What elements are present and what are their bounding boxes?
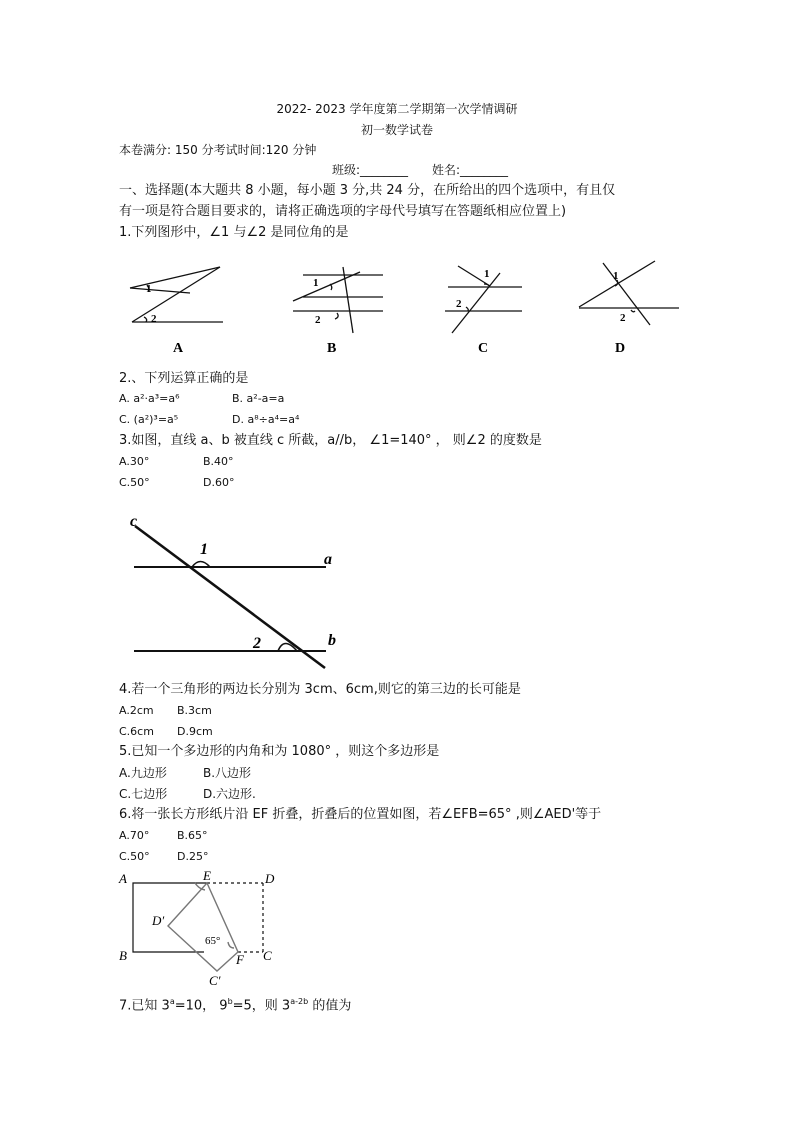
q3-option-b: B.40° bbox=[203, 455, 234, 468]
q6-option-b: B.65° bbox=[177, 829, 208, 842]
q7-suffix: 的值为 bbox=[308, 998, 352, 1014]
fig-a-label: A bbox=[173, 341, 184, 356]
fig-c-angle-2: 2 bbox=[456, 298, 462, 310]
fig-b-label: B bbox=[327, 341, 337, 356]
fig-a-angle-1: 1 bbox=[146, 283, 152, 295]
q4-option-a: A.2cm bbox=[119, 704, 154, 717]
q2-option-a: A. a²·a³=a⁶ bbox=[119, 392, 180, 405]
q3-label-c: c bbox=[130, 513, 138, 530]
q6-option-d: D.25° bbox=[177, 850, 209, 863]
q5-option-d: D.六边形. bbox=[203, 787, 256, 801]
q1-figure-b bbox=[285, 255, 395, 360]
q6-label-d-prime: D′ bbox=[152, 913, 165, 928]
q3-option-c: C.50° bbox=[119, 476, 150, 489]
q6-label-c-prime: C′ bbox=[209, 973, 221, 988]
q6-arc-f bbox=[228, 942, 234, 948]
q4-option-d: D.9cm bbox=[177, 725, 213, 738]
q4-stem: 4.若一个三角形的两边长分别为 3cm、6cm,则它的第三边的长可能是 bbox=[119, 682, 521, 697]
score-time-info: 本卷满分: 150 分考试时间:120 分钟 bbox=[119, 143, 317, 157]
fig-a-angle-2: 2 bbox=[151, 313, 157, 325]
q6-label-f: F bbox=[236, 952, 244, 967]
fig-d-line-cross bbox=[603, 263, 650, 325]
q3-label-2: 2 bbox=[253, 635, 261, 652]
q2-option-b: B. a²-a=a bbox=[232, 392, 285, 405]
q5-stem: 5.已知一个多边形的内角和为 1080° ，则这个多边形是 bbox=[119, 744, 440, 759]
class-field: 班级:________ bbox=[332, 163, 409, 177]
q1-figure-c bbox=[440, 255, 530, 360]
q6-label-d: D bbox=[265, 871, 275, 886]
exam-subtitle: 初一数学试卷 bbox=[360, 123, 433, 137]
q6-folded-quad bbox=[168, 883, 238, 971]
name-field: 姓名:________ bbox=[432, 163, 509, 177]
fig-b-arc-1 bbox=[330, 284, 332, 290]
q6-figure bbox=[115, 868, 290, 993]
q7-mid2: =5，则 3 bbox=[232, 998, 291, 1014]
q2-option-d: D. a⁸÷a⁴=a⁴ bbox=[232, 413, 300, 426]
section1-line2: 有一项是符合题目要求的，请将正确选项的字母代号填写在答题纸相应位置上) bbox=[119, 204, 567, 219]
q7-prefix: 7.已知 3 bbox=[119, 998, 170, 1014]
fig-a-line-top-a bbox=[130, 267, 220, 288]
q5-option-c: C.七边形 bbox=[119, 787, 168, 801]
fig-b-angle-2: 2 bbox=[315, 314, 321, 326]
q6-label-b: B bbox=[119, 948, 127, 963]
fig-a-arc-2 bbox=[144, 317, 147, 322]
q3-label-1: 1 bbox=[200, 541, 208, 558]
fig-a-line-mid-a bbox=[130, 288, 190, 293]
q6-label-a: A bbox=[119, 871, 127, 886]
q2-option-c: C. (a²)³=a⁵ bbox=[119, 413, 179, 426]
q3-line-c bbox=[135, 526, 325, 668]
q6-stem: 6.将一张长方形纸片沿 EF 折叠，折叠后的位置如图，若∠EFB=65° ,则∠AED'等于 bbox=[119, 807, 602, 822]
q6-option-c: C.50° bbox=[119, 850, 150, 863]
q1-figure-d bbox=[575, 255, 685, 360]
q3-option-d: D.60° bbox=[203, 476, 235, 489]
q6-label-e: E bbox=[203, 868, 211, 883]
q1-figure-a bbox=[120, 255, 240, 360]
q6-label-c: C bbox=[263, 948, 272, 963]
q7-exp-ab: a-2b bbox=[290, 997, 309, 1006]
fig-b-angle-1: 1 bbox=[313, 277, 319, 289]
q6-label-angle: 65° bbox=[205, 935, 221, 947]
exam-title: 2022- 2023 学年度第二学期第一次学情调研 bbox=[276, 102, 518, 116]
q3-label-b: b bbox=[328, 632, 336, 649]
fig-d-angle-2: 2 bbox=[620, 312, 626, 324]
fig-c-label: C bbox=[478, 341, 489, 356]
q7-stem bbox=[119, 993, 351, 1015]
q1-stem: 1.下列图形中，∠1 与∠2 是同位角的是 bbox=[119, 225, 349, 240]
fig-d-label: D bbox=[615, 341, 626, 356]
q6-option-a: A.70° bbox=[119, 829, 150, 842]
q3-option-a: A.30° bbox=[119, 455, 150, 468]
fig-d-arc-2 bbox=[631, 310, 635, 312]
q6-rect-solid bbox=[133, 883, 207, 952]
q2-stem: 2.、下列运算正确的是 bbox=[119, 371, 249, 386]
q7-exp-b: b bbox=[227, 997, 233, 1006]
fig-c-angle-1: 1 bbox=[484, 268, 490, 280]
fig-b-arc-2 bbox=[335, 313, 338, 319]
section1-line1: 一、选择题(本大题共 8 小题，每小题 3 分,共 24 分，在所给出的四个选项中，有且仅 bbox=[119, 183, 616, 198]
q7-mid: =10， 9 bbox=[174, 998, 228, 1014]
q3-stem: 3.如图，直线 a、b 被直线 c 所截，a//b， ∠1=140° ， 则∠2 的度数是 bbox=[119, 433, 542, 448]
q3-label-a: a bbox=[324, 551, 332, 568]
q5-option-a: A.九边形 bbox=[119, 766, 167, 780]
q4-option-c: C.6cm bbox=[119, 725, 154, 738]
fig-c-arc-1 bbox=[484, 284, 489, 286]
q7-exp-a: a bbox=[169, 997, 175, 1006]
q3-figure bbox=[120, 508, 360, 678]
fig-d-angle-1: 1 bbox=[613, 270, 619, 282]
q5-option-b: B.八边形 bbox=[203, 766, 252, 780]
q4-option-b: B.3cm bbox=[177, 704, 212, 717]
